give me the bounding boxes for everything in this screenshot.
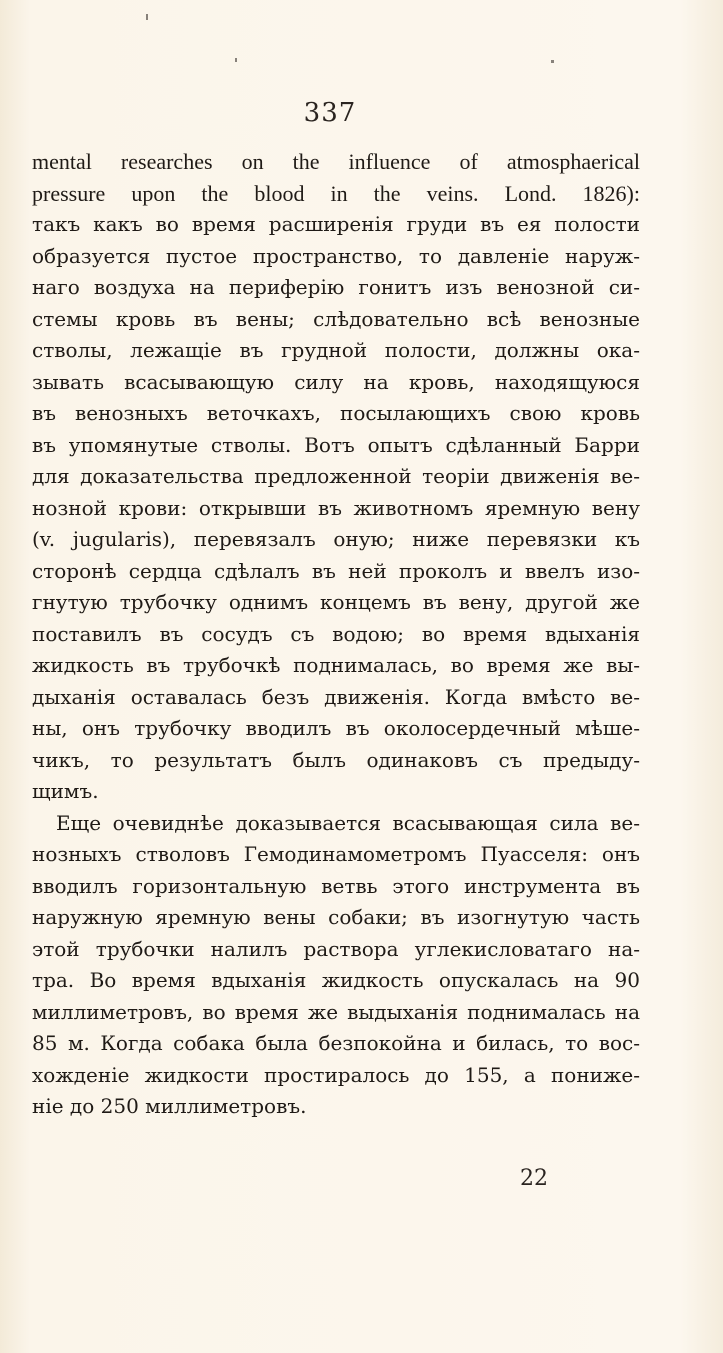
text-line: тра. Во время вдыханія жидкость опускалась на 90 (32, 968, 640, 992)
text-line: вводилъ горизонтальную ветвь этого инструмента въ (32, 873, 640, 898)
text-line: наружную яремную вены собаки; въ изогнутую часть (32, 905, 640, 929)
text-line: дыханія оставалась безъ движенія. Когда вмѣсто ве- (32, 684, 640, 709)
text-line: щимъ. (32, 779, 99, 803)
text-line: хожденіе жидкости простиралось до 155, а пониже- (32, 1062, 640, 1087)
text-line: ніе до 250 миллиметровъ. (32, 1094, 307, 1118)
text-line: стемы кровь въ вены; слѣдовательно всѣ венозные (32, 306, 640, 331)
text-line: сторонѣ сердца сдѣлалъ въ ней проколъ и ввелъ изо- (32, 558, 640, 583)
text-line: такъ какъ во время расширенія груди въ ея полости (32, 212, 640, 236)
text-line: для доказательства предложенной теоріи движенія ве- (32, 464, 640, 488)
text-line: стволы, лежащіе въ грудной полости, должны ока- (32, 338, 640, 362)
text-line: чикъ, то результатъ былъ одинаковъ съ предыду- (32, 747, 640, 772)
text-line: нозной крови: открывши въ животномъ яремную вену (32, 495, 640, 520)
text-line: жидкость въ трубочкѣ поднималась, во время же вы- (32, 653, 640, 677)
text-line: этой трубочки налилъ раствора углекисловатаго на- (32, 936, 640, 961)
text-line: въ венозныхъ веточкахъ, посылающихъ свою кровь (32, 401, 640, 425)
ink-speck (235, 58, 237, 62)
page-number: 337 (303, 98, 357, 128)
text-line: нозныхъ стволовъ Гемодинамометромъ Пуасселя: онъ (32, 842, 640, 866)
text-line: pressure upon the blood in the veins. Lond. 1826): (32, 180, 640, 206)
ink-speck (551, 60, 554, 63)
text-line: (v. jugularis), перевязалъ оную; ниже перевязки къ (32, 527, 640, 551)
text-line: ны, онъ трубочку вводилъ въ околосердечный мѣше- (32, 716, 640, 740)
text-line: образуется пустое пространство, то давленіе наруж- (32, 243, 640, 268)
text-line: mental researches on the influence of atmosphaerical (32, 149, 640, 174)
text-line: въ упомянутые стволы. Вотъ опытъ сдѣланный Барри (32, 432, 640, 457)
signature-mark: 22 (520, 1166, 548, 1191)
text-line: зывать всасывающую силу на кровь, находящуюся (32, 369, 640, 394)
ink-speck (146, 14, 148, 20)
text-line: Еще очевиднѣе доказывается всасывающая сила ве- (56, 810, 640, 835)
text-line: 85 м. Когда собака была безпокойна и билась, то вос- (32, 1031, 640, 1055)
text-line: наго воздуха на периферію гонитъ изъ венозной си- (32, 275, 640, 299)
text-line: гнутую трубочку однимъ концемъ въ вену, другой же (32, 590, 640, 614)
text-line: поставилъ въ сосудъ съ водою; во время вдыханія (32, 621, 640, 646)
body-text (32, 146, 640, 1123)
text-line: миллиметровъ, во время же выдыханія поднималась на (32, 999, 640, 1024)
